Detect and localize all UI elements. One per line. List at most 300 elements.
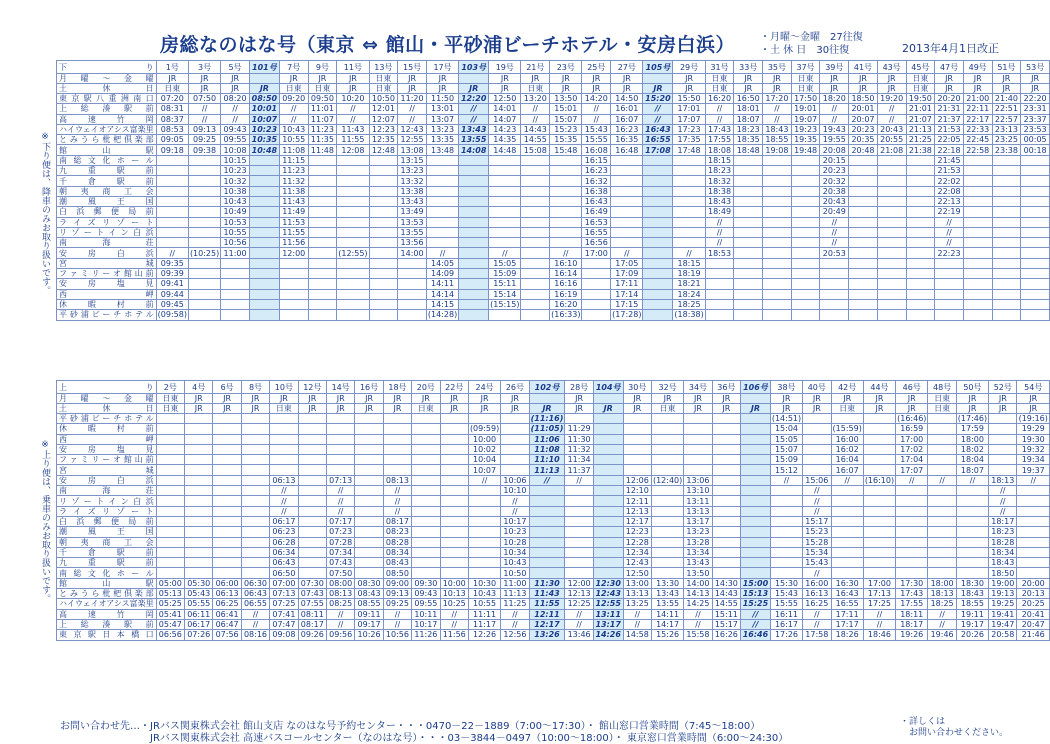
time-cell bbox=[651, 496, 683, 506]
time-cell: 11:56 bbox=[440, 630, 468, 640]
time-cell: 17:59 bbox=[956, 424, 988, 434]
weekday-label: 月 曜 ～ 金 曜 bbox=[57, 74, 157, 84]
time-cell: 09:11 bbox=[355, 609, 383, 619]
time-cell bbox=[355, 475, 383, 485]
time-cell: // bbox=[763, 104, 792, 114]
time-cell: 18:46 bbox=[863, 630, 895, 640]
time-cell: // bbox=[803, 568, 831, 578]
time-cell bbox=[651, 465, 683, 475]
time-cell: 16:59 bbox=[896, 424, 928, 434]
time-cell: 16:15 bbox=[582, 155, 611, 165]
time-cell bbox=[213, 496, 241, 506]
time-cell bbox=[906, 186, 935, 196]
time-cell bbox=[298, 424, 326, 434]
table-row bbox=[57, 227, 1050, 237]
time-cell bbox=[831, 486, 863, 496]
time-cell bbox=[643, 166, 673, 176]
station-name: 南総文化ホール bbox=[57, 568, 157, 578]
time-cell bbox=[221, 258, 250, 268]
time-cell: 17:00 bbox=[863, 578, 895, 588]
time-cell: 12:30 bbox=[593, 578, 623, 588]
table-row bbox=[57, 537, 1050, 547]
time-cell: 13:01 bbox=[426, 104, 458, 114]
time-cell: 08:31 bbox=[156, 104, 188, 114]
time-cell bbox=[963, 248, 992, 258]
time-cell: // bbox=[956, 475, 988, 485]
station-name: 朝夷商工会 bbox=[57, 537, 157, 547]
time-cell: 17:58 bbox=[803, 630, 831, 640]
time-cell bbox=[791, 279, 820, 289]
time-cell bbox=[831, 496, 863, 506]
time-cell bbox=[1017, 568, 1050, 578]
time-cell: (09:58) bbox=[157, 310, 187, 320]
time-cell bbox=[489, 155, 521, 165]
time-cell bbox=[623, 455, 651, 465]
time-cell bbox=[963, 227, 992, 237]
time-cell bbox=[369, 238, 398, 248]
holiday-operator: JR bbox=[712, 404, 740, 414]
time-cell bbox=[763, 269, 792, 279]
weekday-operator bbox=[529, 394, 565, 404]
time-cell: 18:24 bbox=[673, 289, 705, 299]
station-name: 潮風王国 bbox=[57, 527, 157, 537]
time-cell bbox=[684, 465, 712, 475]
time-cell bbox=[440, 444, 468, 454]
time-cell bbox=[221, 289, 250, 299]
time-cell bbox=[249, 176, 279, 186]
time-cell: 18:28 bbox=[989, 537, 1017, 547]
station-name: 安房塩見 bbox=[57, 444, 157, 454]
time-cell bbox=[763, 155, 792, 165]
time-cell bbox=[877, 279, 906, 289]
time-cell: 14:23 bbox=[489, 124, 521, 134]
holiday-operator: JR bbox=[355, 404, 383, 414]
bus-number: 10号 bbox=[270, 381, 298, 394]
time-cell: 10:56 bbox=[383, 630, 411, 640]
holiday-operator: JR bbox=[249, 84, 279, 94]
time-cell bbox=[928, 496, 956, 506]
time-cell: 15:35 bbox=[550, 135, 582, 145]
time-cell bbox=[989, 424, 1017, 434]
station-name: 休暇村前 bbox=[57, 299, 157, 309]
table-row bbox=[57, 599, 1050, 609]
time-cell: 15:13 bbox=[741, 589, 771, 599]
time-cell bbox=[298, 558, 326, 568]
time-cell: 05:41 bbox=[156, 609, 184, 619]
time-cell: // bbox=[877, 114, 906, 124]
time-cell: 12:55 bbox=[593, 599, 623, 609]
time-cell bbox=[849, 176, 878, 186]
time-cell: 21:25 bbox=[906, 135, 935, 145]
time-cell bbox=[763, 248, 792, 258]
time-cell: // bbox=[521, 114, 550, 124]
footer-more-line: お問い合わせください。 bbox=[900, 728, 1009, 738]
bus-number: 102号 bbox=[529, 381, 565, 394]
time-cell: 16:00 bbox=[803, 578, 831, 588]
time-cell bbox=[426, 207, 458, 217]
time-cell bbox=[623, 414, 651, 424]
time-cell: // bbox=[803, 609, 831, 619]
time-cell: 21:07 bbox=[906, 114, 935, 124]
time-cell: 10:17 bbox=[501, 516, 529, 526]
time-cell: 20:00 bbox=[1017, 578, 1050, 588]
time-cell: 21:53 bbox=[935, 166, 964, 176]
time-cell bbox=[770, 527, 802, 537]
time-cell bbox=[156, 217, 188, 227]
time-cell bbox=[741, 527, 771, 537]
time-cell bbox=[712, 568, 740, 578]
time-cell bbox=[849, 299, 878, 309]
time-cell bbox=[241, 547, 269, 557]
time-cell bbox=[734, 207, 763, 217]
time-cell: // bbox=[741, 619, 771, 629]
time-cell bbox=[501, 434, 529, 444]
time-cell bbox=[529, 527, 565, 537]
time-cell bbox=[906, 248, 935, 258]
time-cell: 10:17 bbox=[412, 619, 440, 629]
time-cell: 14:05 bbox=[426, 258, 458, 268]
weekday-operator bbox=[741, 394, 771, 404]
time-cell: 07:34 bbox=[326, 547, 354, 557]
time-cell: 13:23 bbox=[684, 527, 712, 537]
time-cell: 18:26 bbox=[831, 630, 863, 640]
table-row bbox=[57, 166, 1050, 176]
time-cell: 22:11 bbox=[963, 104, 992, 114]
time-cell: 19:07 bbox=[791, 114, 820, 124]
time-cell bbox=[992, 279, 1021, 289]
time-cell bbox=[249, 217, 279, 227]
time-cell bbox=[426, 238, 458, 248]
time-cell: 12:01 bbox=[369, 104, 398, 114]
time-cell: 17:55 bbox=[705, 135, 734, 145]
time-cell: 06:43 bbox=[270, 558, 298, 568]
time-cell bbox=[963, 279, 992, 289]
time-cell: 07:20 bbox=[156, 94, 188, 104]
station-name: 朝夷商工会 bbox=[57, 186, 157, 196]
time-cell: 17:11 bbox=[831, 609, 863, 619]
time-cell: 06:55 bbox=[241, 599, 269, 609]
time-cell bbox=[156, 196, 188, 206]
time-cell: 08:50 bbox=[249, 94, 279, 104]
time-cell bbox=[426, 166, 458, 176]
station-name: ハイウェイオアシス富楽里 bbox=[57, 599, 157, 609]
time-cell: // bbox=[383, 486, 411, 496]
time-cell bbox=[550, 186, 582, 196]
time-cell: 12:43 bbox=[398, 124, 427, 134]
time-cell: (12:55) bbox=[338, 248, 368, 258]
bus-number: 49号 bbox=[963, 61, 992, 74]
time-cell bbox=[279, 289, 308, 299]
time-cell: 17:07 bbox=[896, 465, 928, 475]
time-cell: 13:26 bbox=[529, 630, 565, 640]
time-cell bbox=[712, 475, 740, 485]
time-cell bbox=[611, 176, 643, 186]
time-cell bbox=[877, 289, 906, 299]
time-cell: 13:50 bbox=[550, 94, 582, 104]
time-cell bbox=[188, 269, 220, 279]
time-cell bbox=[249, 238, 279, 248]
time-cell: 06:47 bbox=[213, 619, 241, 629]
bus-number: 43号 bbox=[877, 61, 906, 74]
time-cell bbox=[565, 496, 593, 506]
time-cell: 13:28 bbox=[684, 537, 712, 547]
time-cell bbox=[369, 310, 398, 320]
time-cell bbox=[928, 537, 956, 547]
bus-number: 38号 bbox=[770, 381, 802, 394]
time-cell: 12:10 bbox=[623, 486, 651, 496]
time-cell bbox=[992, 155, 1021, 165]
time-cell: 18:00 bbox=[956, 434, 988, 444]
time-cell bbox=[383, 465, 411, 475]
time-cell: 09:26 bbox=[298, 630, 326, 640]
time-cell: 09:05 bbox=[156, 135, 188, 145]
time-cell bbox=[863, 414, 895, 424]
station-name: 白浜郵便局前 bbox=[57, 516, 157, 526]
time-cell: 17:48 bbox=[673, 145, 705, 155]
time-cell: 11:53 bbox=[279, 217, 308, 227]
time-cell bbox=[928, 434, 956, 444]
time-cell: 12:43 bbox=[623, 558, 651, 568]
time-cell bbox=[763, 299, 792, 309]
weekday-operator: JR bbox=[213, 394, 241, 404]
time-cell bbox=[249, 289, 279, 299]
time-cell bbox=[849, 207, 878, 217]
time-cell bbox=[241, 414, 269, 424]
weekday-operator: JR bbox=[383, 394, 411, 404]
time-cell bbox=[440, 537, 468, 547]
time-cell bbox=[863, 465, 895, 475]
time-cell bbox=[770, 568, 802, 578]
time-cell: 17:23 bbox=[673, 124, 705, 134]
weekday-operator: JR bbox=[270, 394, 298, 404]
time-cell: 13:43 bbox=[651, 589, 683, 599]
time-cell bbox=[529, 486, 565, 496]
holiday-operator: JR bbox=[770, 404, 802, 414]
bus-number: 25号 bbox=[582, 61, 611, 74]
table-row bbox=[57, 217, 1050, 227]
holiday-operator: JR bbox=[863, 404, 895, 414]
time-cell: // bbox=[241, 609, 269, 619]
weekday-operator: JR bbox=[440, 394, 468, 404]
time-cell: // bbox=[803, 506, 831, 516]
time-cell bbox=[188, 310, 220, 320]
time-cell: 15:01 bbox=[550, 104, 582, 114]
time-cell bbox=[651, 434, 683, 444]
weekday-operator: JR bbox=[956, 394, 988, 404]
bus-number: 45号 bbox=[906, 61, 935, 74]
time-cell: 08:55 bbox=[355, 599, 383, 609]
time-cell bbox=[684, 424, 712, 434]
time-cell bbox=[734, 289, 763, 299]
time-cell: 20:08 bbox=[820, 145, 849, 155]
time-cell bbox=[459, 166, 489, 176]
time-cell: 14:43 bbox=[712, 589, 740, 599]
time-cell: // bbox=[863, 609, 895, 619]
time-cell bbox=[529, 558, 565, 568]
time-cell bbox=[763, 166, 792, 176]
time-cell: 16:14 bbox=[550, 269, 582, 279]
time-cell bbox=[770, 537, 802, 547]
time-cell: 13:49 bbox=[398, 207, 427, 217]
time-cell: 06:13 bbox=[270, 475, 298, 485]
time-cell bbox=[593, 465, 623, 475]
time-cell: 13:08 bbox=[398, 145, 427, 155]
time-cell bbox=[369, 299, 398, 309]
time-cell: 08:37 bbox=[156, 114, 188, 124]
time-cell bbox=[412, 444, 440, 454]
time-cell: 10:13 bbox=[440, 589, 468, 599]
time-cell bbox=[906, 155, 935, 165]
weekday-operator: JR bbox=[241, 394, 269, 404]
holiday-operator: 日東 bbox=[928, 404, 956, 414]
time-cell: 20:43 bbox=[820, 196, 849, 206]
station-name: 西岬 bbox=[57, 289, 157, 299]
time-cell bbox=[412, 486, 440, 496]
time-cell: 07:43 bbox=[326, 558, 354, 568]
time-cell bbox=[896, 547, 928, 557]
time-cell bbox=[337, 279, 369, 289]
time-cell: 08:53 bbox=[156, 124, 188, 134]
weekday-operator: JR bbox=[651, 394, 683, 404]
time-cell bbox=[249, 258, 279, 268]
table-row bbox=[57, 589, 1050, 599]
time-cell bbox=[734, 155, 763, 165]
holiday-operator: JR bbox=[803, 404, 831, 414]
time-cell bbox=[741, 414, 771, 424]
time-cell bbox=[651, 547, 683, 557]
time-cell bbox=[213, 475, 241, 485]
time-cell bbox=[741, 444, 771, 454]
time-cell: 10:28 bbox=[501, 537, 529, 547]
bus-number: 20号 bbox=[412, 381, 440, 394]
time-cell bbox=[369, 279, 398, 289]
time-cell: 13:43 bbox=[398, 196, 427, 206]
time-cell: 21:53 bbox=[935, 124, 964, 134]
time-cell: // bbox=[501, 619, 529, 629]
time-cell bbox=[705, 299, 734, 309]
time-cell bbox=[459, 155, 489, 165]
weekday-operator bbox=[643, 74, 673, 84]
time-cell bbox=[1021, 155, 1050, 165]
time-cell bbox=[1021, 269, 1050, 279]
time-cell bbox=[565, 568, 593, 578]
footer-more-line: ・詳しくは bbox=[900, 717, 946, 727]
bus-number: 54号 bbox=[1017, 381, 1050, 394]
bus-number: 30号 bbox=[623, 381, 651, 394]
time-cell bbox=[489, 176, 521, 186]
time-cell: 15:07 bbox=[550, 114, 582, 124]
time-cell bbox=[468, 496, 500, 506]
time-cell bbox=[673, 176, 705, 186]
time-cell bbox=[651, 424, 683, 434]
weekday-operator: JR bbox=[896, 394, 928, 404]
time-cell: 07:17 bbox=[326, 516, 354, 526]
time-cell: 23:53 bbox=[1021, 124, 1050, 134]
time-cell: 11:17 bbox=[468, 619, 500, 629]
station-name: 平砂浦ビーチホテル bbox=[57, 414, 157, 424]
time-cell bbox=[188, 289, 220, 299]
time-cell bbox=[440, 486, 468, 496]
time-cell: 16:49 bbox=[582, 207, 611, 217]
time-cell: // bbox=[705, 217, 734, 227]
time-cell: // bbox=[326, 486, 354, 496]
time-cell bbox=[249, 227, 279, 237]
time-cell bbox=[489, 186, 521, 196]
time-cell: 16:13 bbox=[803, 589, 831, 599]
time-cell: 11:30 bbox=[565, 434, 593, 444]
time-cell: 19:23 bbox=[791, 124, 820, 134]
time-cell bbox=[221, 299, 250, 309]
time-cell: 18:32 bbox=[705, 176, 734, 186]
time-cell bbox=[820, 258, 849, 268]
time-cell: 17:35 bbox=[673, 135, 705, 145]
time-cell: 16:20 bbox=[550, 299, 582, 309]
time-cell: // bbox=[383, 609, 411, 619]
time-cell: 08:30 bbox=[355, 578, 383, 588]
time-cell: 07:13 bbox=[270, 589, 298, 599]
holiday-operator: JR bbox=[188, 84, 220, 94]
time-cell bbox=[308, 207, 337, 217]
time-cell: 10:32 bbox=[221, 176, 250, 186]
time-cell bbox=[156, 506, 184, 516]
time-cell: 06:34 bbox=[270, 547, 298, 557]
weekday-operator: JR bbox=[489, 74, 521, 84]
time-cell bbox=[741, 537, 771, 547]
time-cell bbox=[355, 486, 383, 496]
time-cell bbox=[337, 289, 369, 299]
time-cell: 11:43 bbox=[279, 196, 308, 206]
time-cell bbox=[770, 496, 802, 506]
time-cell bbox=[734, 258, 763, 268]
time-cell: 15:07 bbox=[770, 444, 802, 454]
time-cell bbox=[337, 196, 369, 206]
time-cell bbox=[928, 414, 956, 424]
time-cell: 13:30 bbox=[651, 578, 683, 588]
station-name: 館山駅 bbox=[57, 578, 157, 588]
time-cell: // bbox=[529, 475, 565, 485]
time-cell bbox=[963, 289, 992, 299]
time-cell: 16:32 bbox=[582, 176, 611, 186]
time-cell: // bbox=[928, 609, 956, 619]
station-name: 千倉駅前 bbox=[57, 547, 157, 557]
time-cell bbox=[529, 547, 565, 557]
time-cell bbox=[249, 207, 279, 217]
time-cell: 19:00 bbox=[989, 578, 1017, 588]
time-cell bbox=[355, 424, 383, 434]
time-cell: 14:09 bbox=[426, 269, 458, 279]
time-cell: 15:23 bbox=[550, 124, 582, 134]
time-cell bbox=[337, 166, 369, 176]
time-cell bbox=[440, 547, 468, 557]
time-cell bbox=[355, 434, 383, 444]
time-cell: 12:23 bbox=[369, 124, 398, 134]
time-cell bbox=[459, 269, 489, 279]
time-cell: 11:43 bbox=[529, 589, 565, 599]
holiday-operator: JR bbox=[643, 84, 673, 94]
time-cell: 16:00 bbox=[831, 434, 863, 444]
time-cell: 22:17 bbox=[963, 114, 992, 124]
time-cell bbox=[877, 269, 906, 279]
time-cell bbox=[337, 155, 369, 165]
time-cell: 10:55 bbox=[221, 227, 250, 237]
time-cell bbox=[308, 238, 337, 248]
time-cell: // bbox=[623, 609, 651, 619]
time-cell: 15:09 bbox=[770, 455, 802, 465]
time-cell bbox=[440, 496, 468, 506]
time-cell: 18:02 bbox=[956, 444, 988, 454]
weekday-operator: JR bbox=[803, 394, 831, 404]
time-cell: 09:50 bbox=[308, 94, 337, 104]
